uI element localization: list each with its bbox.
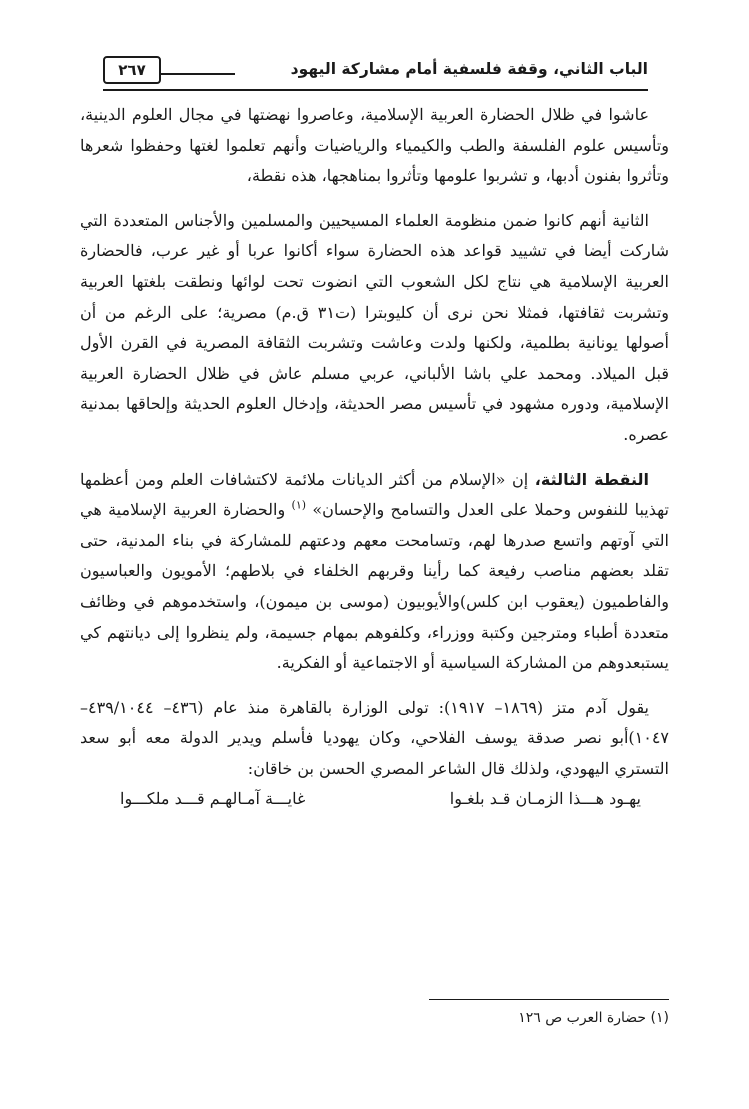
running-header	[103, 56, 648, 90]
footnote-reference: (١)	[291, 498, 307, 512]
paragraph-text: والحضارة العربية الإسلامية هي التي آوتهم واتسع صدرها لهم، وتسامحت معهم ودعتهم للمشاركة في بناء المدنية، حتى تقلد بعضهم مناصب رفيعة كما رأينا وقربهم الخلفاء في بلاطهم؛ الأمويون والعباسيون والفاطميون (يعقوب ابن كلس)والأيوبيون (موسى بن ميمون)، واستخدموهم في وظائف متعددة أطباء ومترجين وكتبة ووزراء، وكلفوهم بمهام جسيمة، ولم ينظروا إلى ديانتهم كي يستبعدوهم من المشاركة السياسية أو الاجتماعية أو الفكرية.	[80, 500, 669, 673]
header-rule-short	[161, 73, 235, 75]
paragraph-4	[80, 693, 669, 785]
paragraph-text: عاشوا في ظلال الحضارة العربية الإسلامية، وعاصروا نهضتها في مجال العلوم الدينية، وتأسيس علوم الفلسفة والطب والكيمياء والرياضيات وأنهم تعلموا لغتها وحفظوا شعرها وتأثروا بفنون أدبها، و تشربوا علومها وتأثروا بمناهجها، هذه نقطة،	[80, 105, 670, 186]
paragraph-2	[80, 206, 669, 451]
paragraph-text: الثانية أنهم كانوا ضمن منظومة العلماء المسيحيين والمسلمين والأجناس المتعددة التي شاركت أيضا في تشييد قواعد هذه الحضارة سواء أكانوا عربا أو غير عرب، فالحضارة العربية الإسلامية هي نتاج لكل الشعوب التي انضوت تحت لوائها ونطقت بلغتها العربية وتشربت ثقافتها، فمثلا نحن نرى أن كليوبترا (ت٣١ ق.م) مصرية؛ على الرغم من أن أصولها يونانية بطلمية، ولكنها ولدت وعاشت وتشربت الثقافة المصرية في القرن الأول قبل الميلاد. ومحمد علي باشا الألباني، عربي مسلم عاش في ظلال الحضارة العربية الإسلامية، ودوره مشهود في تأسيس مصر الحديثة، وإدخال العلوم الحديثة وإلحاقها بمدنية عصره.	[80, 210, 670, 444]
page-number: ٢٦٧	[103, 56, 161, 84]
paragraph-1	[80, 100, 669, 192]
paragraph-lead: النقطة الثالثة،	[534, 469, 650, 489]
poem-verse	[80, 784, 669, 815]
paragraph-text: إن «الإسلام من أكثر الديانات ملائمة لاكتشافات العلم ومن أعظمها تهذيبا للنفوس وحملا على العدل والتسامح والإحسان»	[80, 469, 669, 520]
header-rule	[103, 89, 648, 91]
paragraph-text: يقول آدم متز (١٨٦٩– ١٩١٧): تولى الوزارة بالقاهرة منذ عام (٤٣٦– ٤٣٩/١٠٤٤–١٠٤٧)أبو نصر صدقة يوسف الفلاحي، وكان يهوديا فأسلم ويدير الدولة معه أبو سعد التستري اليهودي، ولذلك قال الشاعر المصري الحسن بن خاقان:	[80, 697, 669, 778]
page-body	[80, 100, 669, 815]
footnote: (١) حضارة العرب ص ١٢٦	[518, 1010, 669, 1026]
verse-first-hemistich: يهـود هـــذا الزمـان قـد بلغـوا	[449, 789, 641, 809]
chapter-title: الباب الثاني، وقفة فلسفية أمام مشاركة اليهود	[290, 60, 648, 78]
footnote-separator	[429, 999, 669, 1000]
paragraph-3	[80, 465, 669, 679]
verse-second-hemistich: غايـــة آمـالهـم قـــد ملكـــوا	[120, 789, 306, 809]
